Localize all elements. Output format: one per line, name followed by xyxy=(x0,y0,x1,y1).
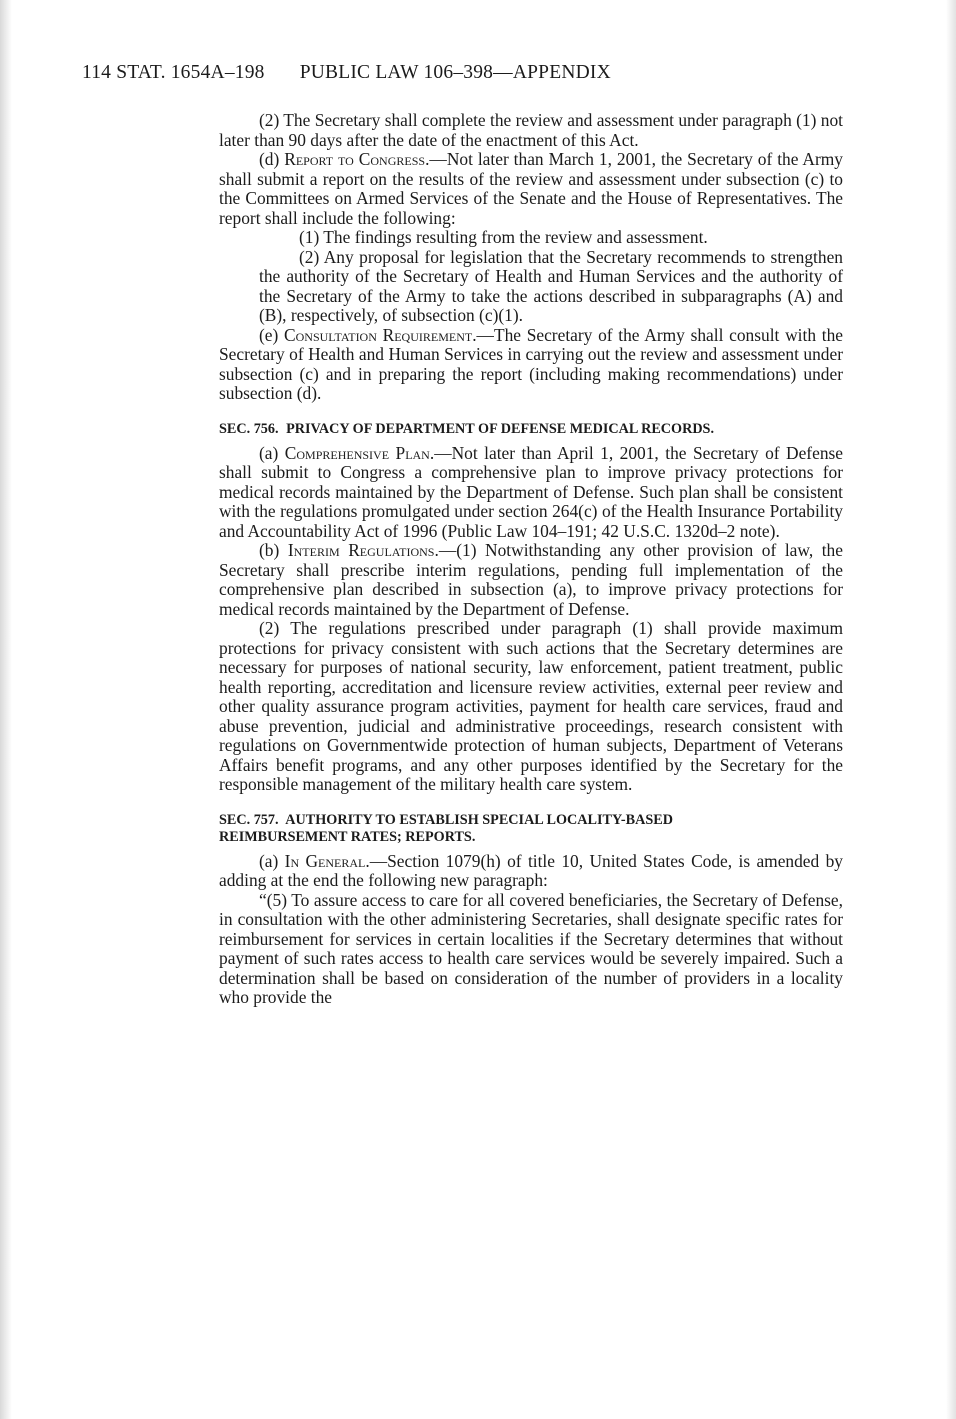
running-header xyxy=(82,62,611,84)
subsection-d-text: .—Not later than March 1, 2001, the Secretary of the Army shall submit a report on the results of the review and assessment under subsection (c) to the Committees on Armed Services of the Senate and the House of Representatives. The report shall include the following: xyxy=(219,149,843,228)
section-756-b-label: (b) xyxy=(259,540,288,560)
section-756-b-2: (2) The regulations prescribed under paragraph (1) shall provide maximum protections for privacy consistent with such actions that the Secretary determines are necessary for purposes of national security, law enforcement, patient treatment, public health reporting, accreditation and licensure review activities, external peer review and other quality assurance program activities, payment for health care services, fraud and abuse prevention, judicial and administrative proceedings, research consistent with regulations on Governmentwide protection of human subjects, Department of Veterans Affairs benefit programs, and any other purposes identified by the Secretary for the responsible management of the military health care system. xyxy=(219,618,843,794)
subsection-d xyxy=(219,150,843,228)
section-757-title-line1: AUTHORITY TO ESTABLISH SPECIAL LOCALITY-BASED xyxy=(285,811,673,828)
section-757-number: SEC. 757. xyxy=(219,811,279,828)
section-757-a-paragraph-5: “(5) To assure access to care for all covered beneficiaries, the Secretary of Defense, in consultation with the other administering Secretaries, shall designate specific rates for reimbursement for services in certain localities if the Secretary determines that without payment of such rates access to health care services would be severely impaired. Such a determination shall be based on consideration of the number of providers in a locality who provide the xyxy=(219,889,843,1007)
section-756-a-label: (a) xyxy=(259,442,285,463)
subsection-d-heading: Report to Congress xyxy=(284,149,426,169)
page-edge-shadow-left xyxy=(0,0,12,1419)
subsection-e-label: (e) xyxy=(259,324,285,345)
section-756-a-heading: Comprehensive Plan xyxy=(284,442,430,463)
document-body xyxy=(219,111,843,1008)
section-756-b-text: .—(1) Notwithstanding any other provision of law, the Secretary shall prescribe interim regulations, pending full implementation of the comprehensive plan described in subsection (a), to improve privacy protections for medical records maintained by the Department of Defense. xyxy=(219,540,843,619)
section-756-title: PRIVACY OF DEPARTMENT OF DEFENSE MEDICAL RECORDS. xyxy=(286,420,714,437)
subsection-d-item-1: (1) The findings resulting from the review and assessment. xyxy=(299,227,708,247)
subsection-e-text: .—The Secretary of the Army shall consult with the Secretary of Health and Human Services in carrying out the review and assessment under subsection (c) and in preparing the report (including making recommendations) under subsection (d). xyxy=(219,324,843,403)
section-756-heading xyxy=(219,421,843,438)
subsection-d-item-2: (2) Any proposal for legislation that the Secretary recommends to strengthen the authority of the Secretary of Health and Human Services and the authority of the Secretary of the Army to take the actions described in subparagraphs (A) and (B), respectively, of subsection (c)(1). xyxy=(259,246,843,325)
section-756-a xyxy=(219,444,843,542)
law-title: PUBLIC LAW 106–398—APPENDIX xyxy=(299,62,611,83)
section-757-a-heading: In General xyxy=(284,850,366,871)
section-756-a-text: .—Not later than April 1, 2001, the Secretary of Defense shall submit to Congress a comprehensive plan to improve privacy protections for medical records maintained by the Department of Defense. Such plan shall be consistent with the regulations promulgated under section 264(c) of the Health Insurance Portability and Accountability Act of 1996 (Public Law 104–191; 42 U.S.C. 1320d–2 note). xyxy=(219,442,843,541)
section-756-number: SEC. 756. xyxy=(219,420,279,437)
statute-citation: 114 STAT. 1654A–198 xyxy=(82,62,265,83)
section-757-a xyxy=(219,852,843,891)
page-edge-shadow-right xyxy=(946,0,956,1419)
section-757-a-label: (a) xyxy=(259,850,285,871)
section-757-title-line2: REIMBURSEMENT RATES; REPORTS. xyxy=(219,828,476,845)
section-756-b-heading: Interim Regulations xyxy=(287,540,435,560)
subsection-e xyxy=(219,326,843,404)
section-756-b xyxy=(219,541,843,619)
subsection-d-label: (d) xyxy=(259,149,285,169)
paragraph-c2: (2) The Secretary shall complete the review and assessment under paragraph (1) not later than 90 days after the date of the enactment of this Act. xyxy=(219,110,843,150)
section-757-a-text: .—Section 1079(h) of title 10, United States Code, is amended by adding at the end the following new paragraph: xyxy=(219,850,843,890)
section-757-heading xyxy=(219,812,843,846)
subsection-e-heading: Consultation Requirement xyxy=(284,324,473,345)
